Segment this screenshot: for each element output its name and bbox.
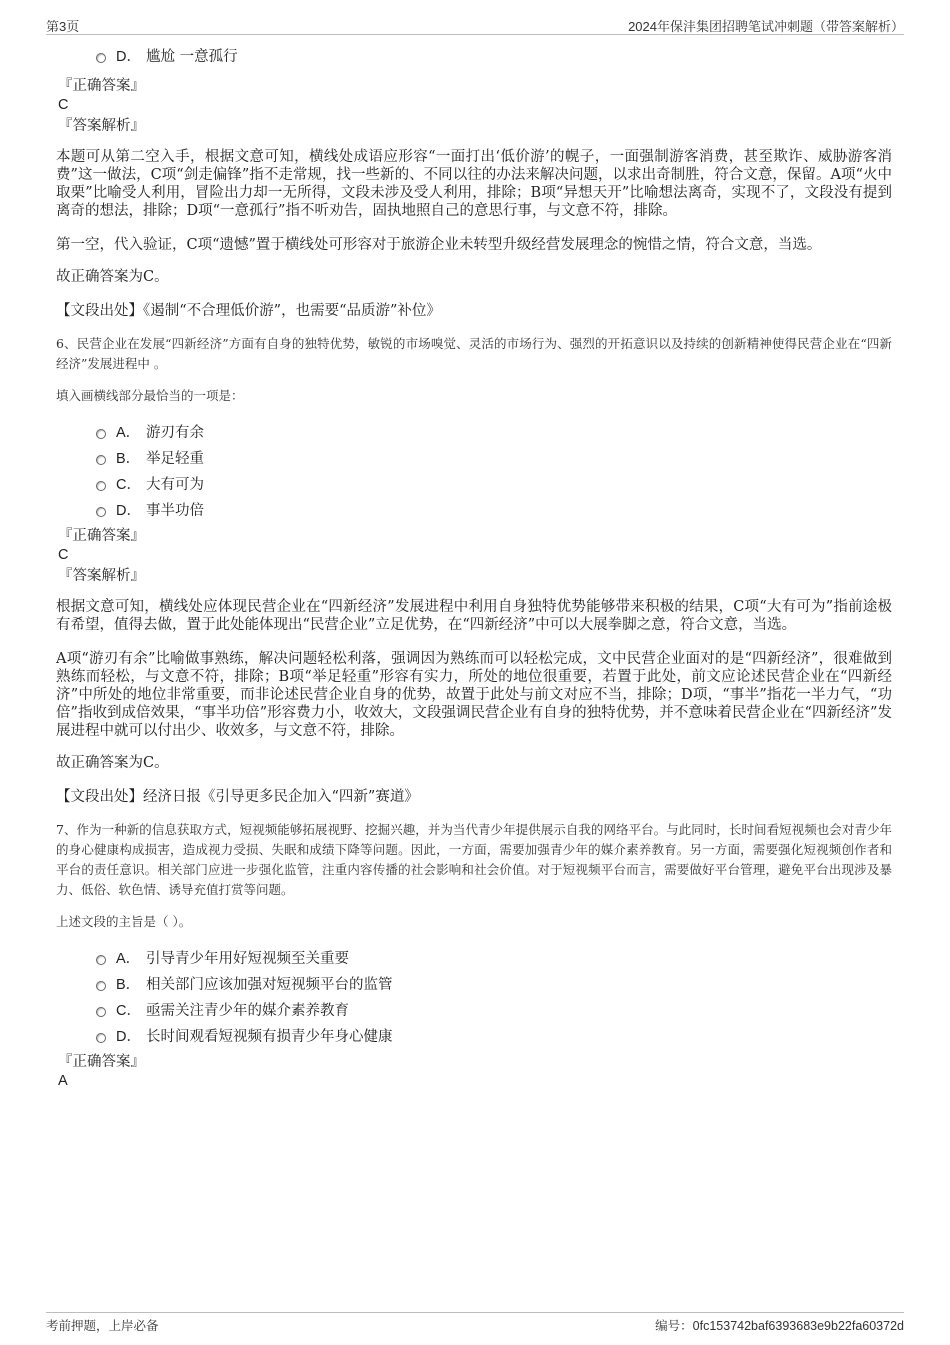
q6-source: 【文段出处】经济日报《引导更多民企加入“四新”赛道》 bbox=[56, 789, 419, 805]
q7-prompt: 上述文段的主旨是（ ）。 bbox=[56, 914, 192, 929]
q6-analysis-2: A项“游刃有余”比喻做事熟练，解决问题轻松利落，强调因为熟练而可以轻松完成，文中民营企业面对的是“四新经济”，很难做到熟练而轻松，与文意不符，排除；B项“举足轻重”形容有实力，所处的地位很重要，若置于此处，前文应论述民营企业在“四新经济”中所处的地位非常重要，而非论述民营企业自身的优势，故置于此处与前文对应不当，排除；D项，“事半”指花一半力气，“功倍”指收到成倍效果，“事半功倍”形容费力小，收效大，文段强调民营企业有自身的独特优势，并不意味着民营企业在“四新经济”发展进程中就可以付出少、收效多，与文意不符，排除。 bbox=[56, 651, 892, 739]
analysis-label: 『答案解析』 bbox=[58, 568, 145, 584]
analysis-label: 『答案解析』 bbox=[58, 118, 145, 134]
correct-answer-label: 『正确答案』 bbox=[58, 1054, 145, 1070]
radio-icon[interactable] bbox=[96, 481, 106, 491]
q5-option-d[interactable]: D． 尴尬 一意孤行 bbox=[56, 44, 892, 70]
q7-option-a[interactable]: A． 引导青少年用好短视频至关重要 bbox=[56, 946, 892, 972]
code-label: 编号： bbox=[655, 1318, 693, 1333]
radio-icon[interactable] bbox=[96, 1033, 106, 1043]
q7-option-d[interactable]: D． 长时间观看短视频有损青少年身心健康 bbox=[56, 1024, 892, 1050]
q7-question: 7、作为一种新的信息获取方式，短视频能够拓展视野、挖掘兴趣，并为当代青少年提供展示自我的网络平台。与此同时，长时间看短视频也会对青少年的身心健康构成损害，造成视力受损、失眠和成绩下降等问题。因此，一方面，需要加强青少年的媒介素养教育。另一方面，需要强化短视频创作者和平台的责任意识。相关部门应进一步强化监管，注重内容传播的社会影响和社会价值。对于短视频平台而言，需要做好平台管理，避免平台出现涉及暴力、低俗、软色情、诱导充值打赏等问题。 bbox=[56, 822, 892, 897]
correct-answer-label: 『正确答案』 bbox=[58, 78, 145, 94]
q6-analysis-1: 根据文意可知，横线处应体现民营企业在“四新经济”发展进程中利用自身独特优势能够带来积极的结果，C项“大有可为”指前途极有希望，值得去做，置于此处能体现出“民营企业”立足优势，在“四新经济”中可以大展拳脚之意，符合文意，当选。 bbox=[56, 599, 892, 633]
page-number: 第3页 bbox=[46, 19, 80, 34]
radio-icon[interactable] bbox=[96, 429, 106, 439]
document-code bbox=[655, 1316, 904, 1334]
radio-icon[interactable] bbox=[96, 955, 106, 965]
code-value: 0fc153742baf6393683e9b22fa60372d bbox=[692, 1319, 904, 1333]
correct-answer-label: 『正确答案』 bbox=[58, 528, 145, 544]
q6-question: 6、民营企业在发展“四新经济”方面有自身的独特优势，敏锐的市场嗅觉、灵活的市场行为、强烈的开拓意识以及持续的创新精神使得民营企业在“四新经济”发展进程中 。 bbox=[56, 336, 892, 371]
q5-analysis-3: 故正确答案为C。 bbox=[56, 269, 169, 285]
q5-analysis-2: 第一空，代入验证，C项“遗憾”置于横线处可形容对于旅游企业未转型升级经营发展理念的惋惜之情，符合文意，当选。 bbox=[56, 237, 822, 253]
q7-option-c[interactable]: C． 亟需关注青少年的媒介素养教育 bbox=[56, 998, 892, 1024]
q6-option-c[interactable]: C． 大有可为 bbox=[56, 472, 892, 498]
q6-answer: C bbox=[58, 547, 69, 563]
q6-analysis-3: 故正确答案为C。 bbox=[56, 755, 169, 771]
document-title: 2024年保沣集团招聘笔试冲刺题（带答案解析） bbox=[628, 19, 904, 34]
radio-icon[interactable] bbox=[96, 455, 106, 465]
document-body bbox=[56, 44, 892, 1090]
radio-icon[interactable] bbox=[96, 981, 106, 991]
q6-option-d[interactable]: D． 事半功倍 bbox=[56, 498, 892, 524]
page-header bbox=[46, 14, 904, 35]
q5-analysis-1: 本题可从第二空入手，根据文意可知，横线处成语应形容“一面打出‘低价游’的幌子，一面强制游客消费，甚至欺诈、威胁游客消费”这一做法，C项“剑走偏锋”指不走常规，找一些新的、不同以往的办法来解决问题，以求出奇制胜，符合文意，保留。A项“火中取栗”比喻受人利用，冒险出力却一无所得，文段未涉及受人利用，排除；B项“异想天开”比喻想法离奇，实现不了，文段没有提到离奇的想法，排除；D项“一意孤行”指不听劝告，固执地照自己的意思行事，与文意不符，排除。 bbox=[56, 149, 892, 219]
q5-source: 【文段出处】《遏制“不合理低价游”，也需要“品质游”补位》 bbox=[56, 303, 441, 319]
q6-options bbox=[56, 420, 892, 524]
page-footer bbox=[46, 1312, 904, 1333]
q6-prompt: 填入画横线部分最恰当的一项是： bbox=[56, 388, 244, 403]
q6-option-b[interactable]: B． 举足轻重 bbox=[56, 446, 892, 472]
q7-options bbox=[56, 946, 892, 1050]
q5-answer: C bbox=[58, 97, 69, 113]
radio-icon[interactable] bbox=[96, 1007, 106, 1017]
radio-icon[interactable] bbox=[96, 507, 106, 517]
footer-slogan: 考前押题，上岸必备 bbox=[46, 1318, 159, 1333]
q7-answer: A bbox=[58, 1073, 68, 1089]
radio-icon[interactable] bbox=[96, 53, 106, 63]
q7-option-b[interactable]: B． 相关部门应该加强对短视频平台的监管 bbox=[56, 972, 892, 998]
q6-option-a[interactable]: A． 游刃有余 bbox=[56, 420, 892, 446]
